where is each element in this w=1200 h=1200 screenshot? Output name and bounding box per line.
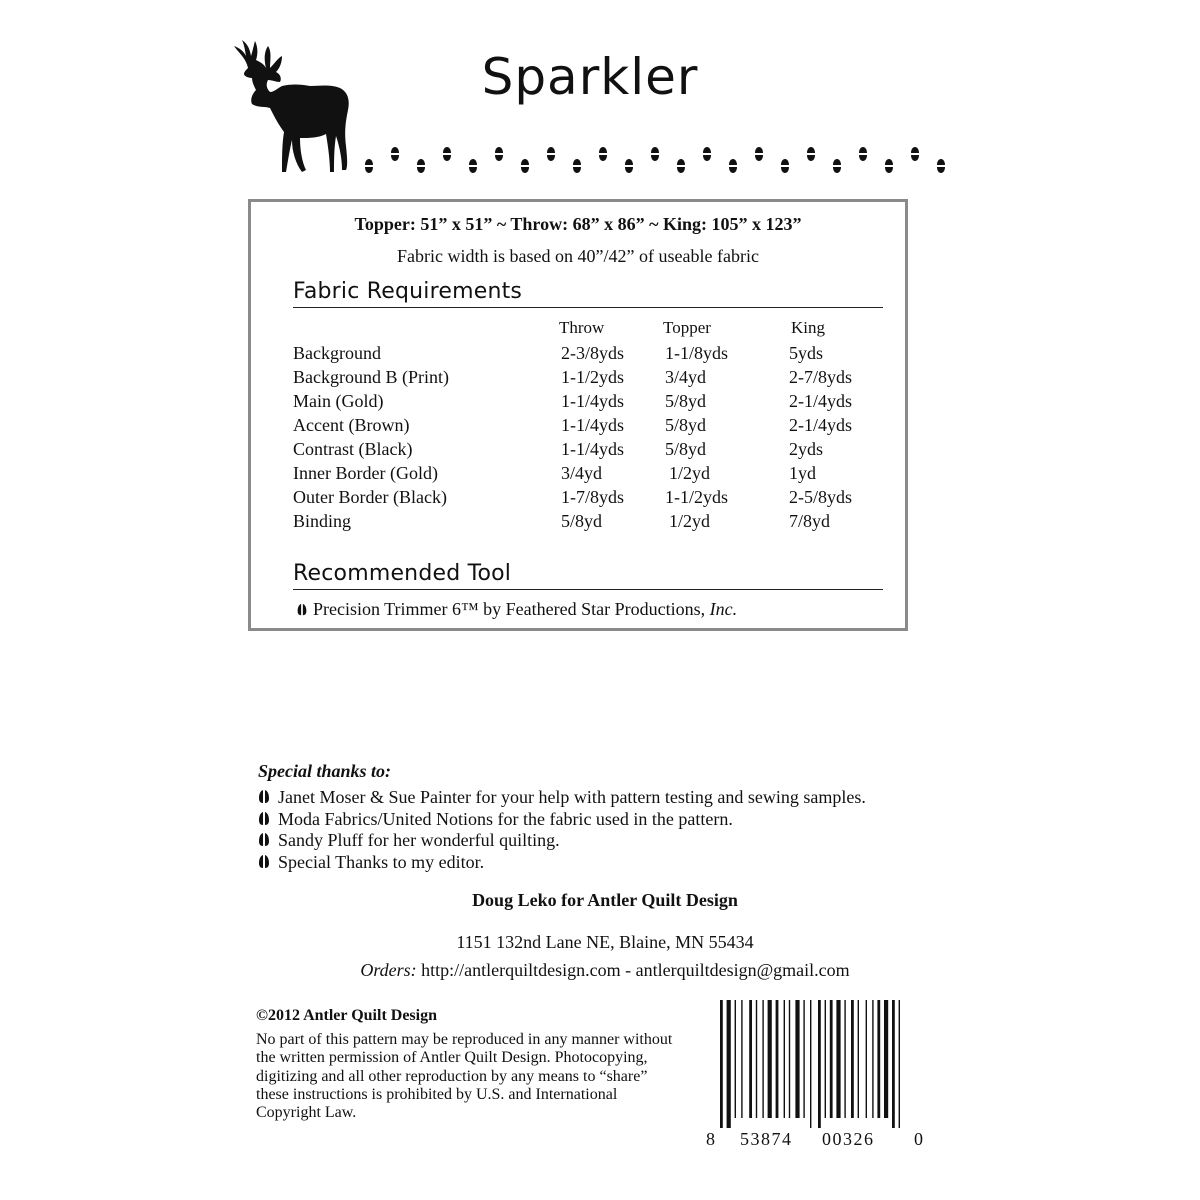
barcode-bar <box>872 1000 873 1118</box>
page-title: Sparkler <box>481 48 699 106</box>
hoof-print-icon <box>443 147 451 161</box>
hoof-print-icon <box>295 603 309 617</box>
king-yardage: 5yds <box>789 343 824 363</box>
fabric-row <box>251 463 905 487</box>
barcode-bar <box>720 1000 723 1128</box>
designer-credit: Doug Leko for Antler Quilt Design <box>472 890 738 910</box>
barcode-bar <box>866 1000 867 1118</box>
hoof-track-icon <box>362 140 962 180</box>
hoof-print-icon <box>651 147 659 161</box>
barcode-bar <box>756 1000 757 1118</box>
throw-yardage: 3/4yd <box>561 463 603 483</box>
fabric-row <box>251 367 905 391</box>
barcode-digit: 8 <box>706 1129 715 1149</box>
moose-logo-icon <box>230 38 360 178</box>
column-header-throw: Throw <box>559 318 605 337</box>
barcode-bar <box>858 1000 859 1118</box>
hoof-print-icon <box>833 159 841 173</box>
hoof-print-icon <box>599 147 607 161</box>
thanks-title: Special thanks to: <box>258 761 392 781</box>
throw-yardage: 1-7/8yds <box>561 487 624 507</box>
barcode-bar <box>877 1000 880 1118</box>
hoof-print-icon <box>417 159 425 173</box>
fabric-requirements-heading: Fabric Requirements <box>293 277 883 308</box>
barcode-bar <box>836 1000 840 1118</box>
list-item <box>256 852 866 874</box>
barcode-digit: 53874 <box>740 1129 793 1149</box>
hoof-print-icon <box>256 789 272 805</box>
hoof-print-icon <box>391 147 399 161</box>
thanks-item-text: Janet Moser & Sue Painter for your help with pattern testing and sewing samples. <box>278 787 866 807</box>
topper-yardage: 5/8yd <box>665 415 707 435</box>
copyright-line: ©2012 Antler Quilt Design <box>256 1007 437 1024</box>
thanks-item-text: Special Thanks to my editor. <box>278 851 485 872</box>
orders-label: Orders: <box>360 960 417 980</box>
hoof-print-icon <box>256 811 272 827</box>
hoof-print-icon <box>859 147 867 161</box>
hoof-print-icon <box>521 159 529 173</box>
throw-yardage: 5/8yd <box>561 511 603 531</box>
recommended-tool-heading: Recommended Tool <box>293 559 883 590</box>
barcode-bar <box>844 1000 845 1118</box>
barcode-bar <box>789 1000 790 1118</box>
fabric-name: Background <box>293 343 381 363</box>
barcode-bar <box>727 1000 731 1128</box>
list-item <box>256 809 866 831</box>
king-yardage: 1yd <box>789 463 816 483</box>
fabric-name: Main (Gold) <box>293 391 384 411</box>
hoof-print-icon <box>469 159 477 173</box>
list-item <box>256 830 866 852</box>
fabric-width-note: Fabric width is based on 40”/42” of useable fabric <box>397 246 759 266</box>
orders-contact: http://antlerquiltdesign.com - antlerquiltdesign@gmail.com <box>416 960 850 980</box>
hoof-print-icon <box>937 159 945 173</box>
barcode-digit: 0 <box>914 1129 923 1149</box>
topper-yardage: 1-1/2yds <box>665 487 728 507</box>
fabric-name: Contrast (Black) <box>293 439 413 459</box>
barcode-bar <box>825 1000 826 1118</box>
fabric-row <box>251 439 905 463</box>
thanks-list <box>256 787 866 873</box>
throw-yardage: 2-3/8yds <box>561 343 624 363</box>
throw-yardage: 1-1/4yds <box>561 391 624 411</box>
thanks-item-text: Sandy Pluff for her wonderful quilting. <box>278 830 560 850</box>
hoof-print-icon <box>911 147 919 161</box>
fabric-name: Background B (Print) <box>293 367 449 387</box>
barcode-bar <box>899 1000 900 1128</box>
king-yardage: 2-1/4yds <box>789 391 852 411</box>
barcode-bar <box>810 1000 811 1128</box>
fabric-row <box>251 511 905 535</box>
king-yardage: 2-7/8yds <box>789 367 852 387</box>
hoof-print-icon <box>781 159 789 173</box>
barcode-bar <box>803 1000 804 1118</box>
hoof-print-icon <box>495 147 503 161</box>
hoof-print-icon <box>365 159 373 173</box>
thanks-item-text: Moda Fabrics/United Notions for the fabric used in the pattern. <box>278 808 733 829</box>
hoof-print-icon <box>807 147 815 161</box>
topper-yardage: 5/8yd <box>665 439 707 459</box>
hoof-print-icon <box>677 159 685 173</box>
barcode-bar <box>749 1000 752 1118</box>
hoof-print-icon <box>256 854 272 870</box>
hoof-print-icon <box>256 832 272 848</box>
barcode-bar <box>795 1000 799 1118</box>
fabric-requirements-box <box>248 199 908 631</box>
fabric-name: Accent (Brown) <box>293 415 410 435</box>
barcode-bar <box>892 1000 895 1128</box>
recommended-tool <box>295 599 737 620</box>
topper-yardage: 1/2yd <box>669 463 711 483</box>
king-yardage: 7/8yd <box>789 511 831 531</box>
throw-yardage: 1-1/4yds <box>561 415 624 435</box>
hoof-print-icon <box>755 147 763 161</box>
fabric-row <box>251 487 905 511</box>
hoof-print-icon <box>729 159 737 173</box>
king-yardage: 2yds <box>789 439 824 459</box>
topper-yardage: 1/2yd <box>669 511 711 531</box>
barcode-bar <box>762 1000 763 1118</box>
list-item <box>256 787 866 809</box>
throw-yardage: 1-1/2yds <box>561 367 624 387</box>
king-yardage: 2-1/4yds <box>789 415 852 435</box>
barcode-bar <box>776 1000 779 1118</box>
barcode-digit: 00326 <box>822 1129 875 1149</box>
orders-line <box>0 960 1200 981</box>
hoof-print-icon <box>885 159 893 173</box>
hoof-print-icon <box>625 159 633 173</box>
throw-yardage: 1-1/4yds <box>561 439 624 459</box>
fabric-name: Outer Border (Black) <box>293 487 447 507</box>
barcode-bar <box>784 1000 785 1118</box>
king-yardage: 2-5/8yds <box>789 487 852 507</box>
copyright-notice: No part of this pattern may be reproduced in any manner without the written permission of Antler Quilt Design. Photocopying, digitizing and all other reproduction by any means to “share” these instructions is prohibited by U.S. and International Copyright Law. <box>256 1031 673 1122</box>
tool-text: Precision Trimmer 6™ by Feathered Star Productions, <box>313 599 710 619</box>
hoof-print-icon <box>547 147 555 161</box>
barcode-bar <box>818 1000 821 1128</box>
mailing-address: 1151 132nd Lane NE, Blaine, MN 55434 <box>456 932 754 952</box>
topper-yardage: 3/4yd <box>665 367 707 387</box>
barcode-bar <box>851 1000 854 1118</box>
topper-yardage: 5/8yd <box>665 391 707 411</box>
column-header-king: King <box>791 318 825 337</box>
fabric-name: Binding <box>293 511 352 531</box>
fabric-row <box>251 391 905 415</box>
barcode-bar <box>741 1000 742 1118</box>
quilt-sizes: Topper: 51” x 51” ~ Throw: 68” x 86” ~ King: 105” x 123” <box>354 214 802 234</box>
fabric-row <box>251 343 905 367</box>
barcode-bar <box>768 1000 772 1118</box>
hoof-print-icon <box>703 147 711 161</box>
barcode-image <box>720 1000 910 1128</box>
fabric-row <box>251 415 905 439</box>
barcode-bar <box>884 1000 888 1118</box>
barcode-bar <box>735 1000 736 1118</box>
column-header-topper: Topper <box>663 318 711 337</box>
topper-yardage: 1-1/8yds <box>665 343 728 363</box>
tool-text-inc: Inc. <box>709 599 738 619</box>
fabric-name: Inner Border (Gold) <box>293 463 438 483</box>
hoof-print-icon <box>573 159 581 173</box>
barcode-bar <box>830 1000 833 1118</box>
